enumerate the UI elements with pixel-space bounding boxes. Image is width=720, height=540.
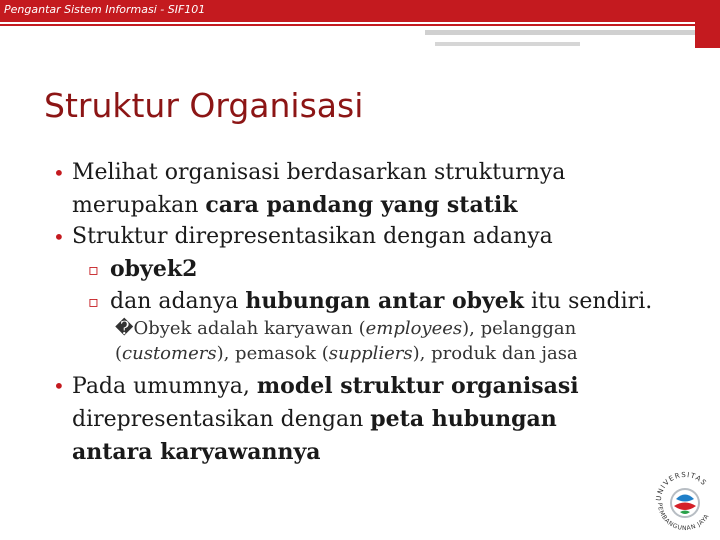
header-bar	[0, 0, 720, 22]
detail-text	[115, 316, 578, 366]
detail-text-part: �Obyek adalah karyawan (	[115, 318, 366, 339]
bullet-marker: •	[53, 374, 65, 398]
logo-bottom-text: PEMBANGUNAN JAYA	[655, 502, 711, 533]
sub-bullet-text: dan adanya	[110, 289, 246, 314]
bullet-item	[53, 370, 579, 469]
slide-title: Struktur Organisasi	[44, 86, 364, 125]
bullet-text: Pada umumnya,	[72, 374, 257, 399]
decorative-rule	[435, 42, 580, 46]
logo-top-text: UNIVERSITAS	[654, 470, 709, 502]
bullet-emphasis: cara pandang yang statik	[205, 192, 518, 218]
bullet-emphasis: model struktur organisasi	[256, 373, 579, 399]
sub-bullet-emphasis: obyek2	[110, 256, 198, 282]
bullet-text: Melihat organisasi berdasarkan strukturnya	[72, 160, 566, 185]
decorative-rule	[425, 30, 695, 35]
university-logo-icon	[650, 465, 720, 535]
corner-accent	[695, 0, 720, 48]
bullet-text: merupakan	[72, 193, 206, 218]
bullet-emphasis: peta hubungan	[370, 406, 557, 432]
bullet-text: Struktur direpresentasikan dengan adanya	[72, 224, 553, 249]
bullet-item	[53, 157, 566, 222]
detail-text-part: ), produk dan jasa	[412, 343, 578, 364]
sub-bullet-marker: ▫	[88, 260, 99, 279]
course-label: Pengantar Sistem Informasi - SIF101	[4, 3, 206, 16]
bullet-marker: •	[53, 161, 65, 185]
sub-bullet-item	[88, 253, 198, 286]
detail-text-italic: suppliers	[328, 343, 413, 364]
bullet-text: direpresentasikan dengan	[72, 407, 371, 432]
detail-text-part: ), pelanggan	[462, 318, 577, 339]
detail-text-italic: customers	[122, 343, 217, 364]
sub-bullet-text: itu sendiri.	[524, 289, 653, 314]
bullet-emphasis: antara karyawannya	[72, 439, 321, 465]
bullet-item	[53, 221, 553, 253]
bullet-marker: •	[53, 225, 65, 249]
sub-bullet-emphasis: hubungan antar obyek	[245, 288, 525, 314]
header-rule	[0, 24, 695, 26]
detail-text-part: (	[115, 343, 123, 364]
sub-bullet-item	[88, 285, 653, 318]
detail-text-part: ), pemasok (	[216, 343, 329, 364]
sub-bullet-marker: ▫	[88, 292, 99, 311]
detail-text-italic: employees	[365, 318, 463, 339]
